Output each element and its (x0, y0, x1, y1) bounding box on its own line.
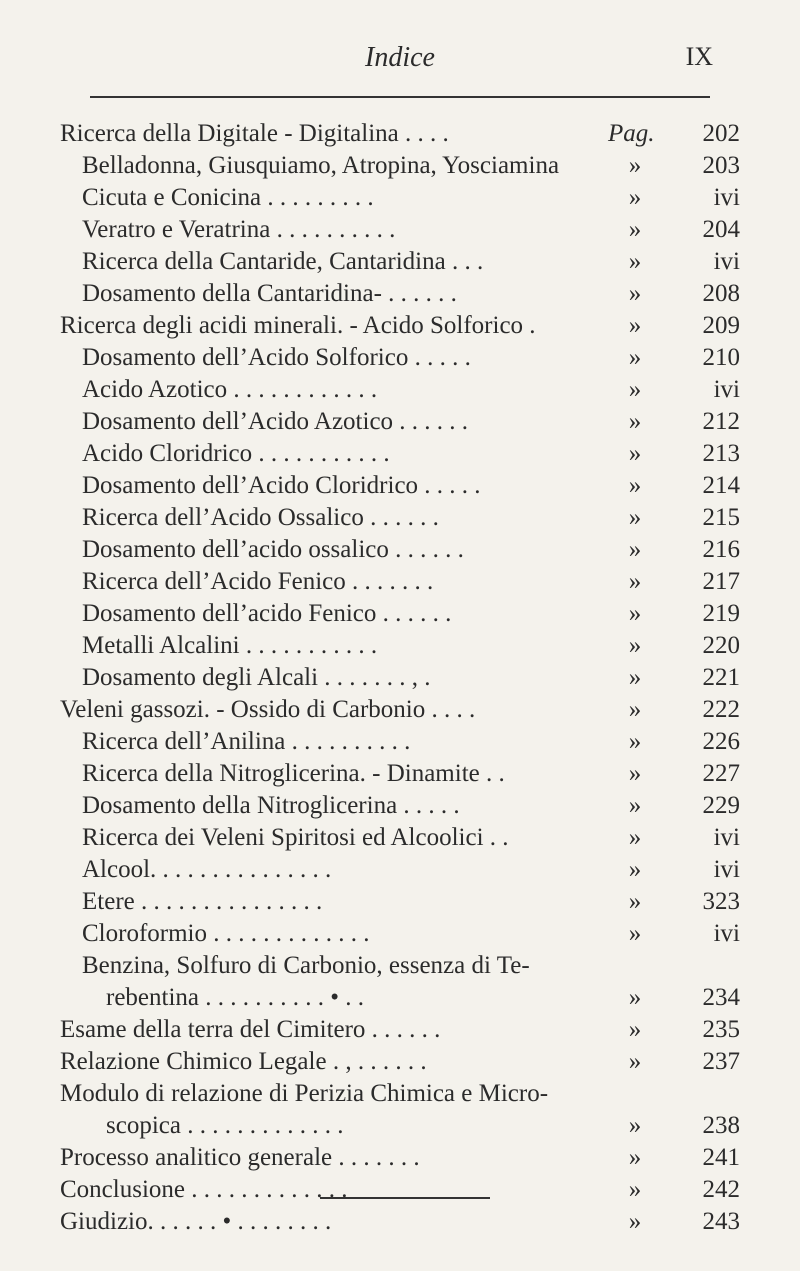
toc-entry-title: Dosamento dell’acido Fenico . . . . . . (82, 600, 452, 627)
toc-entry (60, 726, 740, 758)
page-title: Indice (365, 42, 435, 73)
toc-entry-ref: » (628, 1112, 642, 1139)
toc-entry-title: Modulo di relazione di Perizia Chimica e Micro- (60, 1080, 549, 1107)
toc-entry-page: ivi (713, 856, 740, 883)
toc-entry-page: 222 (702, 696, 740, 723)
toc-entry-ref: » (628, 632, 642, 659)
toc-entry-title: Ricerca dell’Acido Fenico . . . . . . . (82, 568, 434, 595)
toc-entry (60, 502, 740, 534)
toc-entry-title: Belladonna, Giusquiamo, Atropina, Yosciamina (82, 152, 560, 179)
toc-entry (60, 246, 740, 278)
toc-entry (60, 758, 740, 790)
toc-entry (60, 790, 740, 822)
toc-entry-title: Veratro e Veratrina . . . . . . . . . . (82, 216, 396, 243)
toc-entry-ref: » (628, 824, 642, 851)
footer-rule (320, 1197, 490, 1199)
toc-entry-ref: » (628, 888, 642, 915)
toc-entry-title: Acido Cloridrico . . . . . . . . . . . (82, 440, 390, 467)
toc-entry-page: 203 (702, 152, 740, 179)
toc-entry (60, 374, 740, 406)
toc-entry-ref: » (628, 664, 642, 691)
toc-entry-ref: » (628, 408, 642, 435)
toc-entry-title: Dosamento dell’Acido Solforico . . . . . (82, 344, 471, 371)
toc-entry-page: 204 (702, 216, 740, 243)
toc-entry-page: 323 (702, 888, 740, 915)
toc-entry-ref: » (628, 248, 642, 275)
toc-entry (60, 438, 740, 470)
toc-entry-title: Cicuta e Conicina . . . . . . . . . (82, 184, 374, 211)
toc-entry-title: Dosamento dell’Acido Cloridrico . . . . . (82, 472, 481, 499)
toc-entry-title: Ricerca della Nitroglicerina. - Dinamite . . (82, 760, 505, 787)
toc-entry-title: Giudizio. . . . . . • . . . . . . . . (60, 1208, 332, 1235)
toc-entry-page: 234 (702, 984, 740, 1011)
toc-entry-page: 209 (702, 312, 740, 339)
toc-entry-page: 208 (702, 280, 740, 307)
toc-entry-page: 227 (702, 760, 740, 787)
toc-entry-ref: » (628, 280, 642, 307)
toc-entry-ref: » (628, 1208, 642, 1235)
toc-entry-title: Conclusione . . . . . . . . . . . . . (60, 1176, 348, 1203)
toc-entry-page: 235 (702, 1016, 740, 1043)
toc-entry (60, 1206, 740, 1238)
toc-entry-ref: » (628, 344, 642, 371)
toc-entry-ref: » (628, 1048, 642, 1075)
toc-entry-ref: » (628, 536, 642, 563)
page-header (90, 42, 713, 76)
toc-entry-page: 242 (702, 1176, 740, 1203)
toc-entry-ref: » (628, 184, 642, 211)
toc-entry-page: ivi (713, 248, 740, 275)
toc-entry-ref: » (628, 1176, 642, 1203)
toc-entry-title: scopica . . . . . . . . . . . . . (106, 1112, 344, 1139)
toc-entry-title: Acido Azotico . . . . . . . . . . . . (82, 376, 378, 403)
toc-entry-ref: » (628, 440, 642, 467)
toc-entry-ref: » (628, 728, 642, 755)
toc-entry (60, 1110, 740, 1142)
toc-entry (60, 342, 740, 374)
toc-entry-ref: » (628, 696, 642, 723)
toc-entry-ref: » (628, 152, 642, 179)
toc-entry (60, 278, 740, 310)
toc-entry-page: 214 (702, 472, 740, 499)
toc-entry (60, 470, 740, 502)
toc-entry-page: 241 (702, 1144, 740, 1171)
toc-entry (60, 1046, 740, 1078)
toc-entry-title: Benzina, Solfuro di Carbonio, essenza di Te- (82, 952, 530, 979)
toc-entry (60, 214, 740, 246)
toc-entry (60, 1174, 740, 1206)
table-of-contents (60, 118, 740, 1238)
page-number: IX (685, 42, 713, 71)
toc-entry-page: ivi (713, 824, 740, 851)
toc-entry-page: 219 (702, 600, 740, 627)
toc-entry-ref: » (628, 1016, 642, 1043)
toc-entry-ref: » (628, 792, 642, 819)
toc-entry-page: 243 (702, 1208, 740, 1235)
toc-entry-page: 238 (702, 1112, 740, 1139)
toc-entry-ref: » (628, 920, 642, 947)
toc-entry-ref: » (628, 568, 642, 595)
toc-entry-page: 221 (702, 664, 740, 691)
toc-entry (60, 982, 740, 1014)
toc-entry (60, 150, 740, 182)
toc-entry-page: ivi (713, 920, 740, 947)
toc-entry-title: Dosamento della Nitroglicerina . . . . . (82, 792, 460, 819)
toc-entry (60, 918, 740, 950)
toc-entry (60, 694, 740, 726)
toc-entry-title: Ricerca della Digitale - Digitalina . . . . (60, 120, 449, 147)
toc-entry-title: rebentina . . . . . . . . . . • . . (106, 984, 365, 1011)
toc-entry-ref: » (628, 216, 642, 243)
toc-entry-title: Relazione Chimico Legale . , . . . . . . (60, 1048, 427, 1075)
toc-entry-page: ivi (713, 376, 740, 403)
toc-entry-ref: » (628, 376, 642, 403)
toc-entry (60, 630, 740, 662)
toc-entry-page: 215 (702, 504, 740, 531)
toc-entry-title: Ricerca dei Veleni Spiritosi ed Alcoolici . . (82, 824, 509, 851)
toc-entry-page: 216 (702, 536, 740, 563)
toc-entry-title: Ricerca dell’Acido Ossalico . . . . . . (82, 504, 439, 531)
toc-entry (60, 182, 740, 214)
toc-entry-ref: » (628, 504, 642, 531)
toc-entry-page: 237 (702, 1048, 740, 1075)
toc-entry-page: 202 (702, 120, 740, 147)
toc-entry (60, 950, 740, 982)
toc-entry-title: Processo analitico generale . . . . . . . (60, 1144, 420, 1171)
toc-entry (60, 598, 740, 630)
toc-entry-title: Ricerca degli acidi minerali. - Acido Solforico . (60, 312, 536, 339)
toc-entry-page: 213 (702, 440, 740, 467)
toc-entry-title: Cloroformio . . . . . . . . . . . . . (82, 920, 370, 947)
toc-entry-page: 212 (702, 408, 740, 435)
toc-entry (60, 534, 740, 566)
toc-entry-title: Dosamento dell’Acido Azotico . . . . . . (82, 408, 469, 435)
toc-entry (60, 886, 740, 918)
toc-entry-ref: » (628, 1144, 642, 1171)
toc-entry-page: ivi (713, 184, 740, 211)
toc-entry-page: 217 (702, 568, 740, 595)
toc-entry-ref: Pag. (608, 120, 655, 147)
toc-entry-title: Alcool. . . . . . . . . . . . . . . (82, 856, 332, 883)
toc-entry-ref: » (628, 312, 642, 339)
toc-entry-page: 210 (702, 344, 740, 371)
toc-entry (60, 1142, 740, 1174)
toc-entry-title: Ricerca dell’Anilina . . . . . . . . . . (82, 728, 411, 755)
toc-entry (60, 566, 740, 598)
toc-entry-title: Metalli Alcalini . . . . . . . . . . . (82, 632, 378, 659)
toc-entry-ref: » (628, 472, 642, 499)
toc-entry (60, 854, 740, 886)
toc-entry-title: Dosamento degli Alcali . . . . . . . , . (82, 664, 431, 691)
toc-entry-ref: » (628, 984, 642, 1011)
toc-entry (60, 1078, 740, 1110)
toc-entry-page: 229 (702, 792, 740, 819)
toc-entry-title: Etere . . . . . . . . . . . . . . . (82, 888, 323, 915)
toc-entry-title: Veleni gassozi. - Ossido di Carbonio . . . . (60, 696, 476, 723)
toc-entry (60, 662, 740, 694)
toc-entry-page: 226 (702, 728, 740, 755)
toc-entry (60, 822, 740, 854)
toc-entry (60, 310, 740, 342)
toc-entry-page: 220 (702, 632, 740, 659)
header-rule (90, 96, 710, 98)
toc-entry-ref: » (628, 856, 642, 883)
toc-entry (60, 406, 740, 438)
toc-entry-title: Dosamento dell’acido ossalico . . . . . . (82, 536, 464, 563)
toc-entry-ref: » (628, 760, 642, 787)
toc-entry-title: Esame della terra del Cimitero . . . . . . (60, 1016, 441, 1043)
toc-entry (60, 1014, 740, 1046)
toc-entry (60, 118, 740, 150)
toc-entry-title: Dosamento della Cantaridina- . . . . . . (82, 280, 457, 307)
toc-entry-title: Ricerca della Cantaride, Cantaridina . . . (82, 248, 484, 275)
toc-entry-ref: » (628, 600, 642, 627)
